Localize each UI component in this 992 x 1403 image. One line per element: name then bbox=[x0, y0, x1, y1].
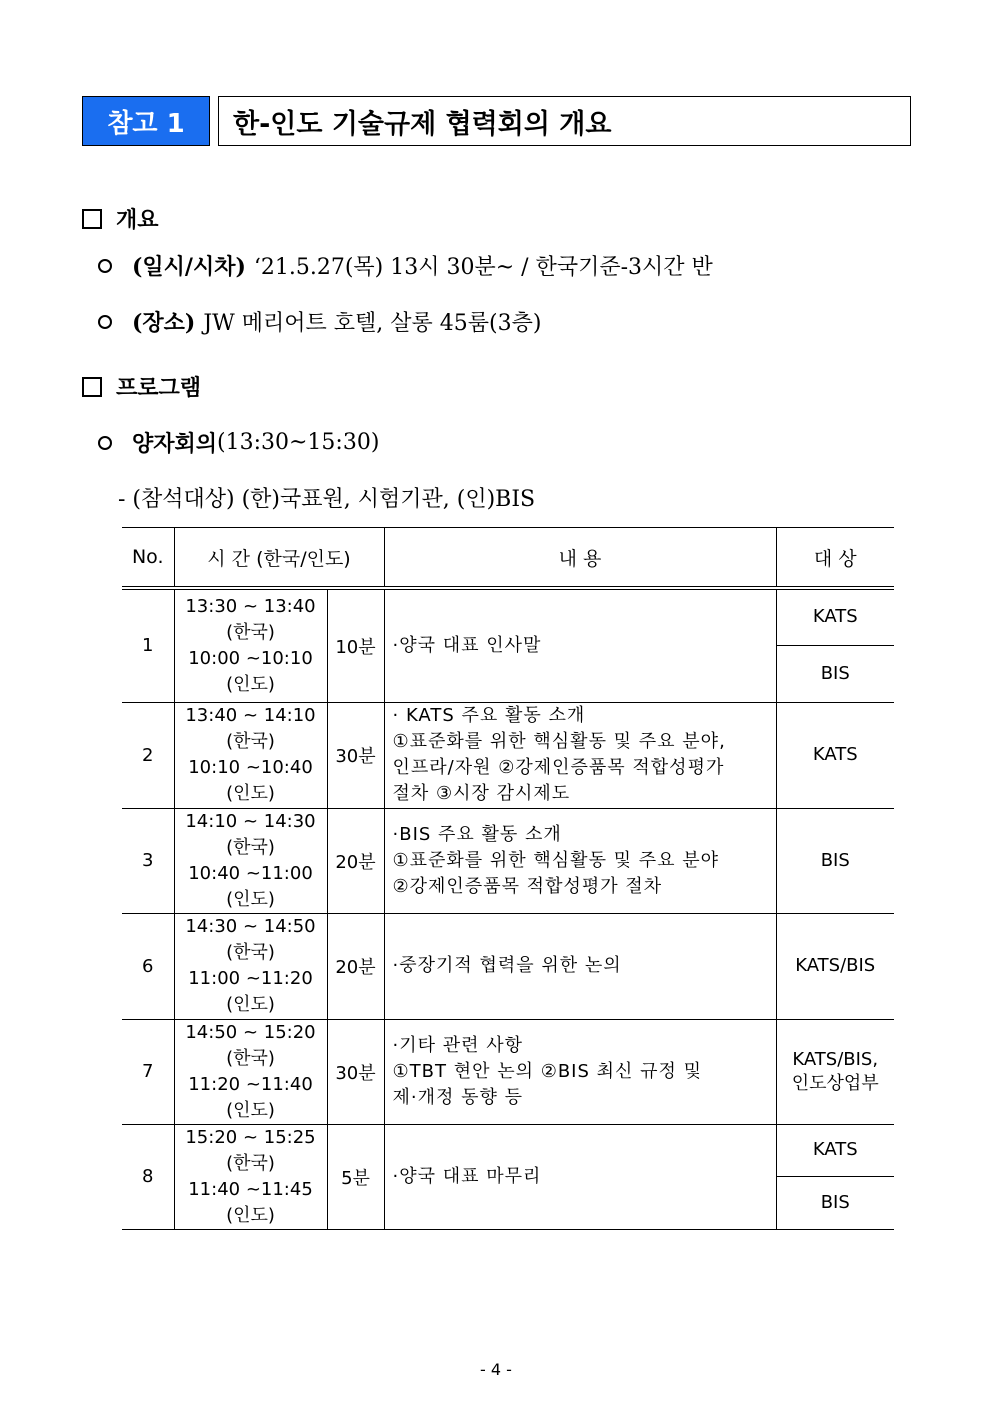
time-korea-label: (한국) bbox=[226, 1152, 275, 1174]
table-row bbox=[122, 808, 894, 913]
time-korea: 14:50 ~ 15:20 bbox=[185, 1021, 316, 1043]
content-line: ·BIS 주요 활동 소개 bbox=[392, 823, 562, 845]
time-india-label: (인도) bbox=[226, 1204, 275, 1226]
content-line: ②강제인증품목 적합성평가 절차 bbox=[392, 875, 663, 897]
row-duration: 10분 bbox=[327, 588, 384, 702]
row-no: 3 bbox=[122, 808, 174, 913]
content-line: · KATS 주요 활동 소개 bbox=[392, 705, 586, 726]
circle-bullet-icon bbox=[98, 259, 112, 273]
circle-bullet-icon bbox=[98, 315, 112, 329]
item-label: (일시/시차) bbox=[132, 254, 246, 280]
row-duration: 30분 bbox=[327, 1019, 384, 1124]
reference-badge: 참고 1 bbox=[82, 96, 210, 146]
row-target: KATS bbox=[776, 1124, 894, 1177]
row-target: KATS bbox=[776, 702, 894, 808]
row-content bbox=[384, 1124, 776, 1229]
row-duration: 20분 bbox=[327, 913, 384, 1019]
row-time bbox=[174, 588, 327, 702]
row-content bbox=[384, 702, 776, 808]
row-target: BIS bbox=[776, 808, 894, 913]
content-line: ·기타 관련 사항 bbox=[392, 1034, 523, 1056]
row-duration: 20분 bbox=[327, 808, 384, 913]
content-line: ·양국 대표 인사말 bbox=[392, 634, 542, 656]
time-india: 11:40 ~11:45 bbox=[188, 1178, 313, 1200]
row-time bbox=[174, 1124, 327, 1229]
section-overview-title: 개요 bbox=[116, 208, 159, 233]
program-table bbox=[122, 527, 894, 1230]
item-label: 양자회의 bbox=[132, 431, 218, 457]
time-korea: 13:40 ~ 14:10 bbox=[185, 705, 316, 726]
content-line: 인프라/자원 ②강제인증품목 적합성평가 bbox=[392, 757, 725, 778]
row-no: 7 bbox=[122, 1019, 174, 1124]
time-india: 10:10 ~10:40 bbox=[188, 757, 313, 778]
item-text: (13:30~15:30) bbox=[217, 430, 380, 455]
item-label: (장소) bbox=[132, 310, 196, 336]
row-content bbox=[384, 1019, 776, 1124]
overview-item-datetime bbox=[98, 250, 713, 281]
row-target: KATS bbox=[776, 588, 894, 645]
header-no: No. bbox=[122, 528, 174, 589]
page-number: - 4 - bbox=[480, 1360, 512, 1379]
checkbox-icon bbox=[82, 377, 102, 397]
content-line: ①TBT 현안 논의 ②BIS 최신 규정 및 bbox=[392, 1060, 703, 1082]
table-header-row bbox=[122, 528, 894, 589]
time-korea-label: (한국) bbox=[226, 836, 275, 858]
row-target: KATS/BIS, 인도상업부 bbox=[776, 1019, 894, 1124]
content-line: 절차 ③시장 감시제도 bbox=[392, 783, 571, 804]
attendees-line: - (참석대상) (한)국표원, 시험기관, (인)BIS bbox=[118, 487, 536, 512]
time-india-label: (인도) bbox=[226, 673, 275, 695]
page-title: 한-인도 기술규제 협력회의 개요 bbox=[218, 96, 911, 146]
time-korea: 13:30 ~ 13:40 bbox=[185, 595, 316, 617]
table-row bbox=[122, 1124, 894, 1177]
table-row bbox=[122, 913, 894, 1019]
time-korea: 14:10 ~ 14:30 bbox=[185, 810, 316, 832]
time-korea: 14:30 ~ 14:50 bbox=[185, 916, 316, 937]
row-duration: 30분 bbox=[327, 702, 384, 808]
section-program-title: 프로그램 bbox=[116, 376, 202, 401]
time-korea-label: (한국) bbox=[226, 731, 275, 752]
time-india: 10:40 ~11:00 bbox=[188, 862, 313, 884]
section-program bbox=[82, 371, 201, 402]
table-row bbox=[122, 702, 894, 808]
time-india: 10:00 ~10:10 bbox=[188, 647, 313, 669]
row-content bbox=[384, 808, 776, 913]
content-line: 제·개정 동향 등 bbox=[392, 1086, 523, 1108]
header-time: 시 간 (한국/인도) bbox=[174, 528, 384, 589]
row-no: 1 bbox=[122, 588, 174, 702]
content-line: ·양국 대표 마무리 bbox=[392, 1165, 542, 1187]
table-row bbox=[122, 588, 894, 645]
program-item-bilateral bbox=[98, 427, 379, 458]
row-time bbox=[174, 1019, 327, 1124]
overview-item-location bbox=[98, 306, 541, 337]
circle-bullet-icon bbox=[98, 436, 112, 450]
time-india-label: (인도) bbox=[226, 888, 275, 910]
header-content: 내 용 bbox=[384, 528, 776, 589]
checkbox-icon bbox=[82, 209, 102, 229]
time-india-label: (인도) bbox=[226, 994, 275, 1015]
row-no: 6 bbox=[122, 913, 174, 1019]
time-india-label: (인도) bbox=[226, 783, 275, 804]
item-text: ‘21.5.27(목) 13시 30분~ / 한국기준-3시간 반 bbox=[253, 255, 713, 280]
table-row bbox=[122, 1019, 894, 1124]
content-line: ①표준화를 위한 핵심활동 및 주요 분야 bbox=[392, 849, 720, 871]
row-duration: 5분 bbox=[327, 1124, 384, 1229]
row-no: 2 bbox=[122, 702, 174, 808]
row-target: BIS bbox=[776, 1177, 894, 1230]
row-no: 8 bbox=[122, 1124, 174, 1229]
header-target: 대 상 bbox=[776, 528, 894, 589]
time-korea-label: (한국) bbox=[226, 942, 275, 963]
content-line: ·중장기적 협력을 위한 논의 bbox=[392, 955, 622, 976]
row-content bbox=[384, 588, 776, 702]
row-content bbox=[384, 913, 776, 1019]
time-korea-label: (한국) bbox=[226, 1047, 275, 1069]
row-time bbox=[174, 913, 327, 1019]
time-india: 11:00 ~11:20 bbox=[188, 968, 313, 989]
row-target: KATS/BIS bbox=[776, 913, 894, 1019]
section-overview bbox=[82, 203, 159, 234]
row-time bbox=[174, 702, 327, 808]
time-india-label: (인도) bbox=[226, 1099, 275, 1121]
item-text: JW 메리어트 호텔, 살롱 45룸(3층) bbox=[203, 311, 542, 336]
row-time bbox=[174, 808, 327, 913]
time-india: 11:20 ~11:40 bbox=[188, 1073, 313, 1095]
time-korea: 15:20 ~ 15:25 bbox=[185, 1126, 316, 1148]
row-target: BIS bbox=[776, 645, 894, 702]
time-korea-label: (한국) bbox=[226, 621, 275, 643]
content-line: ①표준화를 위한 핵심활동 및 주요 분야, bbox=[392, 731, 726, 752]
